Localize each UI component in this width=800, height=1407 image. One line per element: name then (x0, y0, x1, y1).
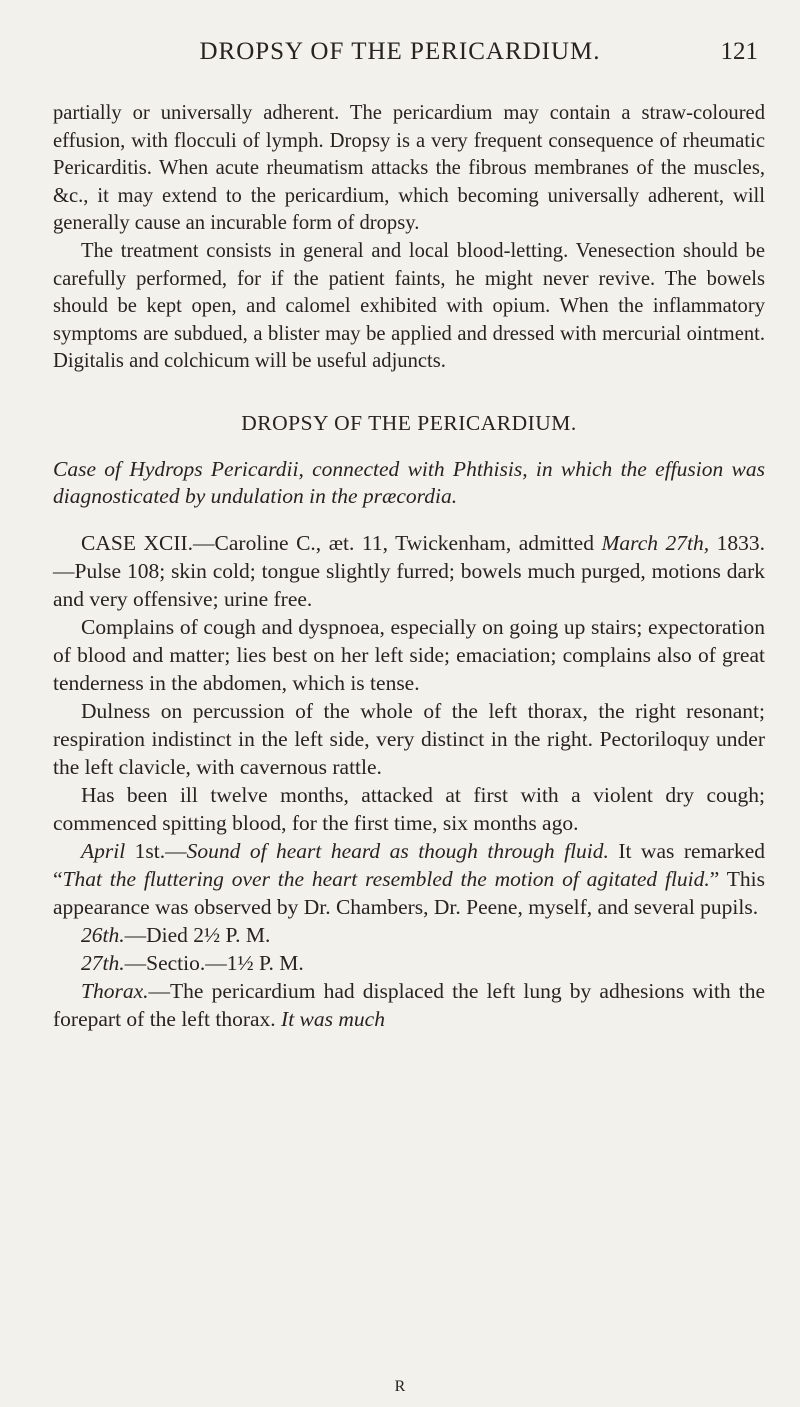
case-opening (53, 529, 765, 613)
history-paragraph: Has been ill twelve months, attacked at first with a violent dry cough; commenced spitting blood, for the first time, six months ago. (53, 782, 765, 835)
page-number: 121 (720, 38, 758, 65)
april-date: April (81, 838, 126, 863)
entry26-text: —Died 2½ P. M. (124, 922, 271, 947)
running-title: DROPSY OF THE PERICARDIUM. (199, 38, 601, 65)
page-body (53, 100, 765, 1033)
signature-mark: R (394, 1378, 406, 1395)
april-tail: ” This appearance was observed by Dr. Chambers, Dr. Peene, myself, and several pupils. (53, 866, 765, 919)
entry27-text: —Sectio.—1½ P. M. (124, 950, 304, 975)
running-head (0, 34, 800, 74)
entry-26th (53, 921, 765, 949)
admitted-date: March 27th, (601, 530, 710, 555)
april-italic: Sound of heart heard as though through fluid. (186, 838, 609, 863)
admission-note: 1833.—Pulse 108; skin cold; tongue slightly furred; bowels much purged, motions dark and very offensive; urine free. (53, 530, 765, 611)
treatment-paragraph: The treatment consists in general and local blood-letting. Venesection should be carefully performed, for if the patient faints, he might never revive. The bowels should be kept open, and calomel exhibited with opium. When the inflammatory symptoms are subdued, a blister may be applied and dressed with mercurial ointment. Digitalis and colchicum will be useful adjuncts. (53, 239, 765, 373)
section-subtitle: Case of Hydrops Pericardii, connected with Phthisis, in which the effusion was diagnosticated by undulation in the præcordia. (53, 456, 765, 509)
april-day: 1st.— (125, 838, 187, 863)
dulness-paragraph: Dulness on percussion of the whole of the left thorax, the right resonant; respiration indistinct in the left side, very distinct in the right. Pectoriloquy under the left clavicle, with cavernous rattle. (53, 698, 765, 779)
entry27-date: 27th. (81, 950, 125, 975)
entry-27th (53, 949, 765, 977)
april-quote: That the fluttering over the heart resembled the motion of agitated fluid. (62, 866, 710, 891)
section-heading: DROPSY OF THE PERICARDIUM. (241, 410, 577, 435)
april-entry (53, 837, 765, 921)
thorax-label: Thorax. (81, 978, 149, 1003)
complaints-paragraph: Complains of cough and dyspnoea, especially on going up stairs; expectoration of blood and matter; lies best on her left side; emaciation; complains also of great tenderness in the abdomen, which is tense. (53, 614, 765, 695)
thorax-italic: It was much (281, 1006, 385, 1031)
thorax-text: —The pericardium had displaced the left lung by adhesions with the forepart of the left thorax. (53, 978, 765, 1031)
thorax-paragraph (53, 977, 765, 1033)
april-text: It was remarked “ (53, 838, 765, 891)
intro-paragraph: partially or universally adherent. The pericardium may contain a straw-coloured effusion, with flocculi of lymph. Dropsy is a very frequent consequence of rheumatic Pericarditis. When acute rheumatism attacks the fibrous membranes of the muscles, &c., it may extend to the pericardium, which becoming universally adherent, will generally cause an incurable form of dropsy. (53, 102, 765, 235)
case-heading: CASE XCII.—Caroline C., æt. 11, Twickenham, admitted (81, 530, 594, 555)
entry26-date: 26th. (81, 922, 125, 947)
